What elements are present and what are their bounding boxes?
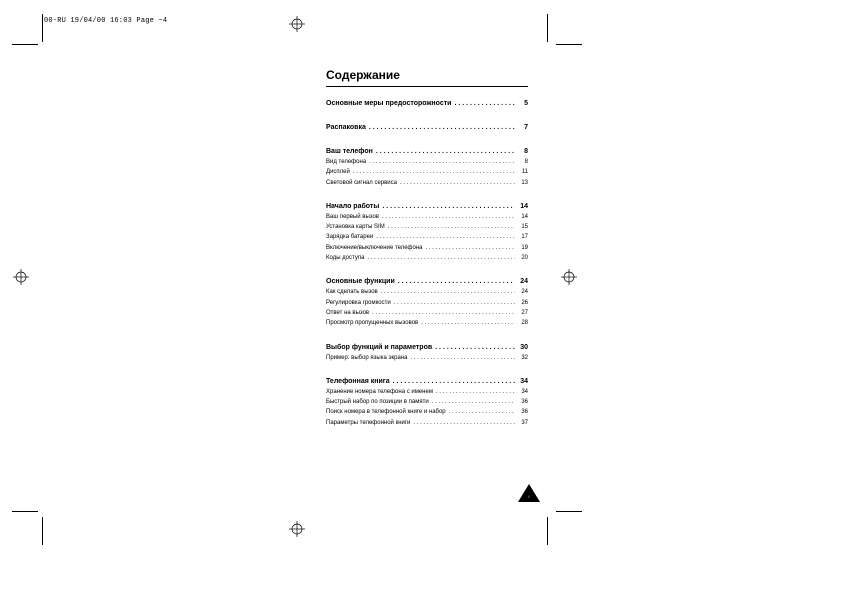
toc-entry[interactable] (326, 222, 528, 232)
toc-leader-dots (367, 253, 515, 263)
toc-entry[interactable] (326, 243, 528, 253)
toc-section-heading[interactable] (326, 201, 528, 212)
toc-section-title: Начало работы (326, 202, 380, 210)
toc-page-number: 14 (520, 202, 528, 210)
page-number: i (528, 494, 530, 499)
toc-leader-dots (432, 397, 515, 407)
toc-section-heading[interactable] (326, 122, 528, 133)
crop-mark-top-right-h (556, 44, 582, 45)
toc-leader-dots (382, 201, 515, 212)
toc-entry-label: Поиск номера в телефонной книге и набор (326, 409, 446, 416)
table-of-contents (326, 98, 528, 441)
toc-section-title: Основные меры предосторожности (326, 100, 452, 107)
toc-section (326, 122, 528, 133)
toc-entry[interactable] (326, 212, 528, 222)
toc-page-number: 24 (521, 289, 528, 296)
toc-leader-dots (436, 387, 515, 397)
registration-mark-top (289, 16, 305, 32)
toc-entry[interactable] (326, 298, 528, 308)
toc-section-title: Ваш телефон (326, 148, 373, 155)
toc-page-number: 27 (521, 309, 528, 316)
toc-page-number: 15 (521, 224, 528, 231)
toc-section (326, 342, 528, 363)
crop-mark-top-right-v (547, 14, 548, 42)
toc-leader-dots (454, 98, 515, 109)
toc-entry-label: Ответ на вызов (326, 309, 370, 316)
toc-section-heading[interactable] (326, 98, 528, 109)
toc-section-heading[interactable] (326, 276, 528, 287)
toc-section (326, 376, 528, 428)
toc-page-number: 37 (521, 419, 528, 426)
toc-leader-dots (411, 353, 516, 363)
toc-entry-label: Пример: выбор языка экрана (326, 354, 408, 361)
toc-entry-label: Быстрый набор по позиции в памяти (326, 399, 429, 406)
toc-entry[interactable] (326, 287, 528, 297)
toc-leader-dots (388, 222, 515, 232)
toc-entry-label: Коды доступа (326, 255, 365, 262)
toc-page-number: 32 (521, 354, 528, 361)
toc-leader-dots (376, 146, 515, 157)
toc-entry[interactable] (326, 232, 528, 242)
toc-page-number: 34 (521, 388, 528, 395)
toc-page-number: 8 (524, 148, 528, 155)
toc-section (326, 98, 528, 109)
page-marker-triangle-icon (518, 484, 540, 502)
page-title: Содержание (326, 68, 400, 82)
title-rule (326, 86, 528, 87)
toc-leader-dots (393, 376, 515, 387)
toc-section (326, 276, 528, 328)
toc-entry-label: Параметры телефонной книги (326, 419, 411, 426)
toc-entry-label: Как сделать вызов (326, 289, 378, 296)
registration-mark-right (561, 269, 577, 285)
toc-leader-dots (449, 407, 515, 417)
print-slug: 00-RU 19/04/00 16:03 Page ~4 (44, 17, 168, 25)
toc-leader-dots (369, 157, 515, 167)
toc-page-number: 11 (521, 169, 528, 176)
toc-page-number: 17 (521, 234, 528, 241)
toc-entry[interactable] (326, 407, 528, 417)
toc-entry[interactable] (326, 308, 528, 318)
toc-section-heading[interactable] (326, 146, 528, 157)
toc-entry[interactable] (326, 397, 528, 407)
toc-leader-dots (398, 276, 515, 287)
toc-leader-dots (400, 178, 515, 188)
toc-page-number: 8 (524, 159, 528, 165)
registration-mark-left (13, 269, 29, 285)
toc-entry-label: Просмотр пропущенных вызовов (326, 320, 419, 327)
toc-page-number: 19 (521, 244, 528, 251)
toc-entry[interactable] (326, 253, 528, 263)
toc-section-title: Распаковка (326, 124, 366, 131)
toc-entry[interactable] (326, 157, 528, 167)
toc-entry-label: Установка карты SIM (326, 224, 385, 231)
toc-section (326, 146, 528, 188)
crop-mark-top-left-h (12, 44, 38, 45)
toc-page-number: 5 (524, 100, 528, 107)
toc-page-number: 36 (521, 409, 528, 416)
toc-leader-dots (435, 342, 515, 353)
crop-mark-bottom-right-v (547, 517, 548, 545)
toc-leader-dots (394, 298, 515, 308)
toc-leader-dots (376, 232, 515, 242)
toc-leader-dots (421, 318, 515, 328)
toc-entry-label: Ваш первый вызов (326, 213, 379, 220)
toc-leader-dots (413, 418, 515, 428)
toc-page-number: 26 (521, 299, 528, 306)
toc-page-number: 13 (521, 179, 528, 186)
toc-section-heading[interactable] (326, 342, 528, 353)
toc-entry[interactable] (326, 418, 528, 428)
toc-entry-label: Включение/выключение телефона (326, 244, 423, 251)
toc-leader-dots (425, 243, 515, 253)
toc-entry-label: Дисплей (326, 169, 350, 176)
toc-section-title: Телефонная книга (326, 377, 390, 385)
toc-leader-dots (353, 167, 515, 177)
crop-mark-bottom-left-h (12, 511, 38, 512)
toc-page-number: 34 (520, 377, 528, 385)
toc-section-heading[interactable] (326, 376, 528, 387)
toc-leader-dots (382, 212, 515, 222)
crop-mark-bottom-right-h (556, 511, 582, 512)
toc-entry-label: Хранение номера телефона с именем (326, 388, 433, 395)
toc-page-number: 14 (521, 213, 528, 220)
crop-mark-top-left-v (42, 14, 43, 42)
toc-section (326, 201, 528, 263)
toc-entry-label: Регулировка громкости (326, 299, 391, 306)
toc-entry-label: Вид телефона (326, 159, 367, 165)
crop-mark-bottom-left-v (42, 517, 43, 545)
toc-page-number: 7 (524, 124, 528, 131)
toc-leader-dots (369, 122, 515, 133)
toc-entry-label: Световой сигнал сервиса (326, 179, 397, 186)
toc-entry[interactable] (326, 353, 528, 363)
toc-entry[interactable] (326, 167, 528, 177)
toc-entry[interactable] (326, 318, 528, 328)
toc-section-title: Основные функции (326, 278, 395, 286)
registration-mark-bottom (289, 521, 305, 537)
toc-leader-dots (372, 308, 515, 318)
toc-entry-label: Зарядка батареи (326, 234, 374, 241)
toc-page-number: 28 (521, 320, 528, 327)
toc-page-number: 30 (520, 343, 528, 351)
toc-page-number: 20 (521, 255, 528, 262)
toc-section-title: Выбор функций и параметров (326, 343, 433, 351)
toc-leader-dots (381, 287, 515, 297)
toc-entry[interactable] (326, 387, 528, 397)
toc-page-number: 24 (520, 278, 528, 286)
toc-entry[interactable] (326, 178, 528, 188)
toc-page-number: 36 (521, 399, 528, 406)
